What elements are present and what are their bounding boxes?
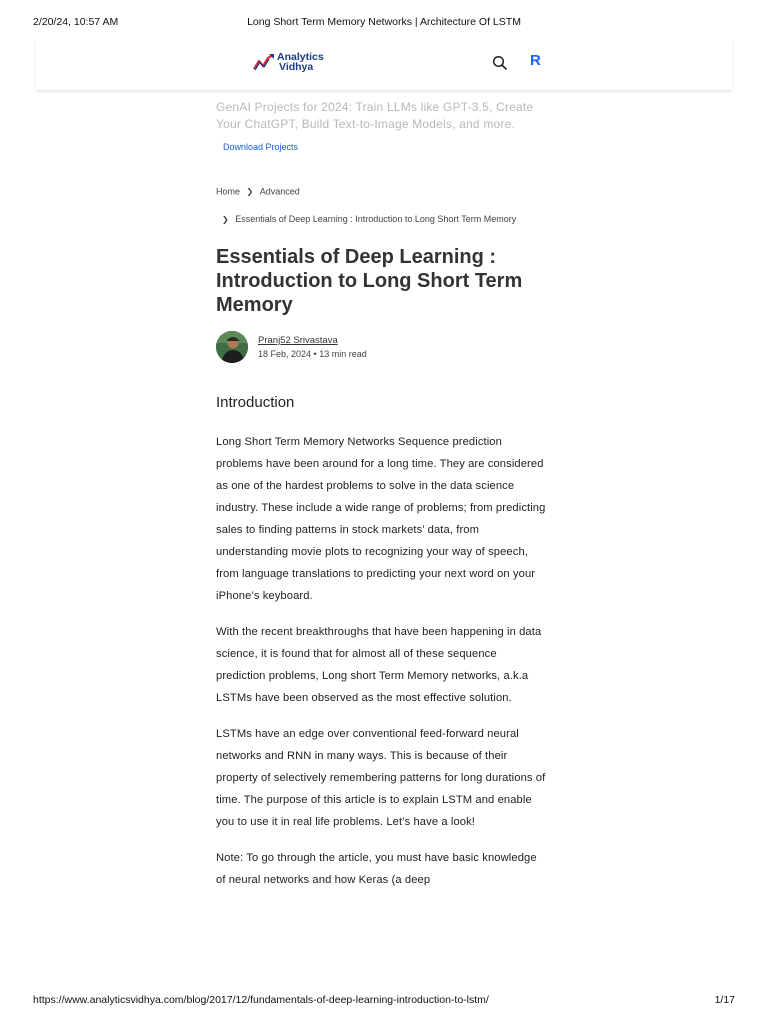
paragraph: LSTMs have an edge over conventional feed-forward neural networks and RNN in many ways. This is because of their property of selectively remembering patterns for long durations of time. The purpose of this article is to explain LSTM and enable you to use it in real life problems. Let’s have a look! bbox=[216, 728, 546, 828]
print-header bbox=[0, 10, 768, 26]
download-projects-link[interactable]: Download Projects bbox=[223, 142, 299, 152]
breadcrumb-current-row bbox=[222, 214, 516, 224]
print-page-number: 1/17 bbox=[714, 994, 735, 1006]
article-body bbox=[216, 431, 548, 905]
logo-text bbox=[277, 52, 324, 72]
logo-line-1: Analytics bbox=[277, 51, 324, 63]
author-name[interactable]: Pranj52 Srivastava bbox=[258, 335, 338, 346]
paragraph: Note: To go through the article, you must have basic knowledge of neural networks and how Keras (a deep bbox=[216, 852, 537, 886]
avatar[interactable] bbox=[216, 331, 248, 363]
author-block bbox=[216, 331, 516, 363]
print-datetime: 2/20/24, 10:57 AM bbox=[33, 16, 119, 28]
breadcrumb-category[interactable]: Advanced bbox=[259, 186, 300, 197]
profile-button[interactable]: R bbox=[530, 52, 541, 69]
site-logo[interactable] bbox=[253, 50, 363, 78]
print-url: https://www.analyticsvidhya.com/blog/2017/12/fundamentals-of-deep-learning-introduction-to-lstm/ bbox=[33, 994, 489, 1006]
logo-line-2: Vidhya bbox=[279, 61, 314, 73]
section-heading: Introduction bbox=[216, 394, 295, 411]
print-doc-title: Long Short Term Memory Networks | Architecture Of LSTM bbox=[247, 16, 521, 28]
breadcrumb-current: Essentials of Deep Learning : Introduction to Long Short Term Memory bbox=[235, 214, 517, 224]
breadcrumb bbox=[216, 186, 300, 197]
promo-text: GenAI Projects for 2024: Train LLMs like GPT-3.5, Create Your ChatGPT, Build Text-to-Image Models, and more. bbox=[216, 100, 534, 131]
article-meta: 18 Feb, 2024 • 13 min read bbox=[258, 349, 367, 359]
chevron-right-icon: ❯ bbox=[222, 215, 229, 224]
logo-mark-icon bbox=[253, 53, 275, 71]
site-header bbox=[36, 40, 732, 90]
breadcrumb-home[interactable]: Home bbox=[216, 186, 241, 197]
chevron-right-icon: ❯ bbox=[246, 187, 254, 197]
search-icon[interactable] bbox=[491, 54, 509, 72]
article-title: Essentials of Deep Learning : Introduction to Long Short Term Memory bbox=[216, 246, 523, 316]
paragraph: Long Short Term Memory Networks Sequence prediction problems have been around for a long time. They are considered as one of the hardest problems to solve in the data science industry. These include a wide range of problems; from predicting sales to finding patterns in stock markets’ data, from understanding movie plots to recognizing your way of speech, from language translations to predicting your next word on your iPhone’s keyboard. bbox=[216, 436, 546, 602]
print-footer bbox=[0, 994, 768, 1008]
paragraph: With the recent breakthroughs that have been happening in data science, it is found that for almost all of these sequence prediction problems, Long short Term Memory networks, a.k.a LSTMs have been observed as the most effective solution. bbox=[216, 626, 542, 704]
